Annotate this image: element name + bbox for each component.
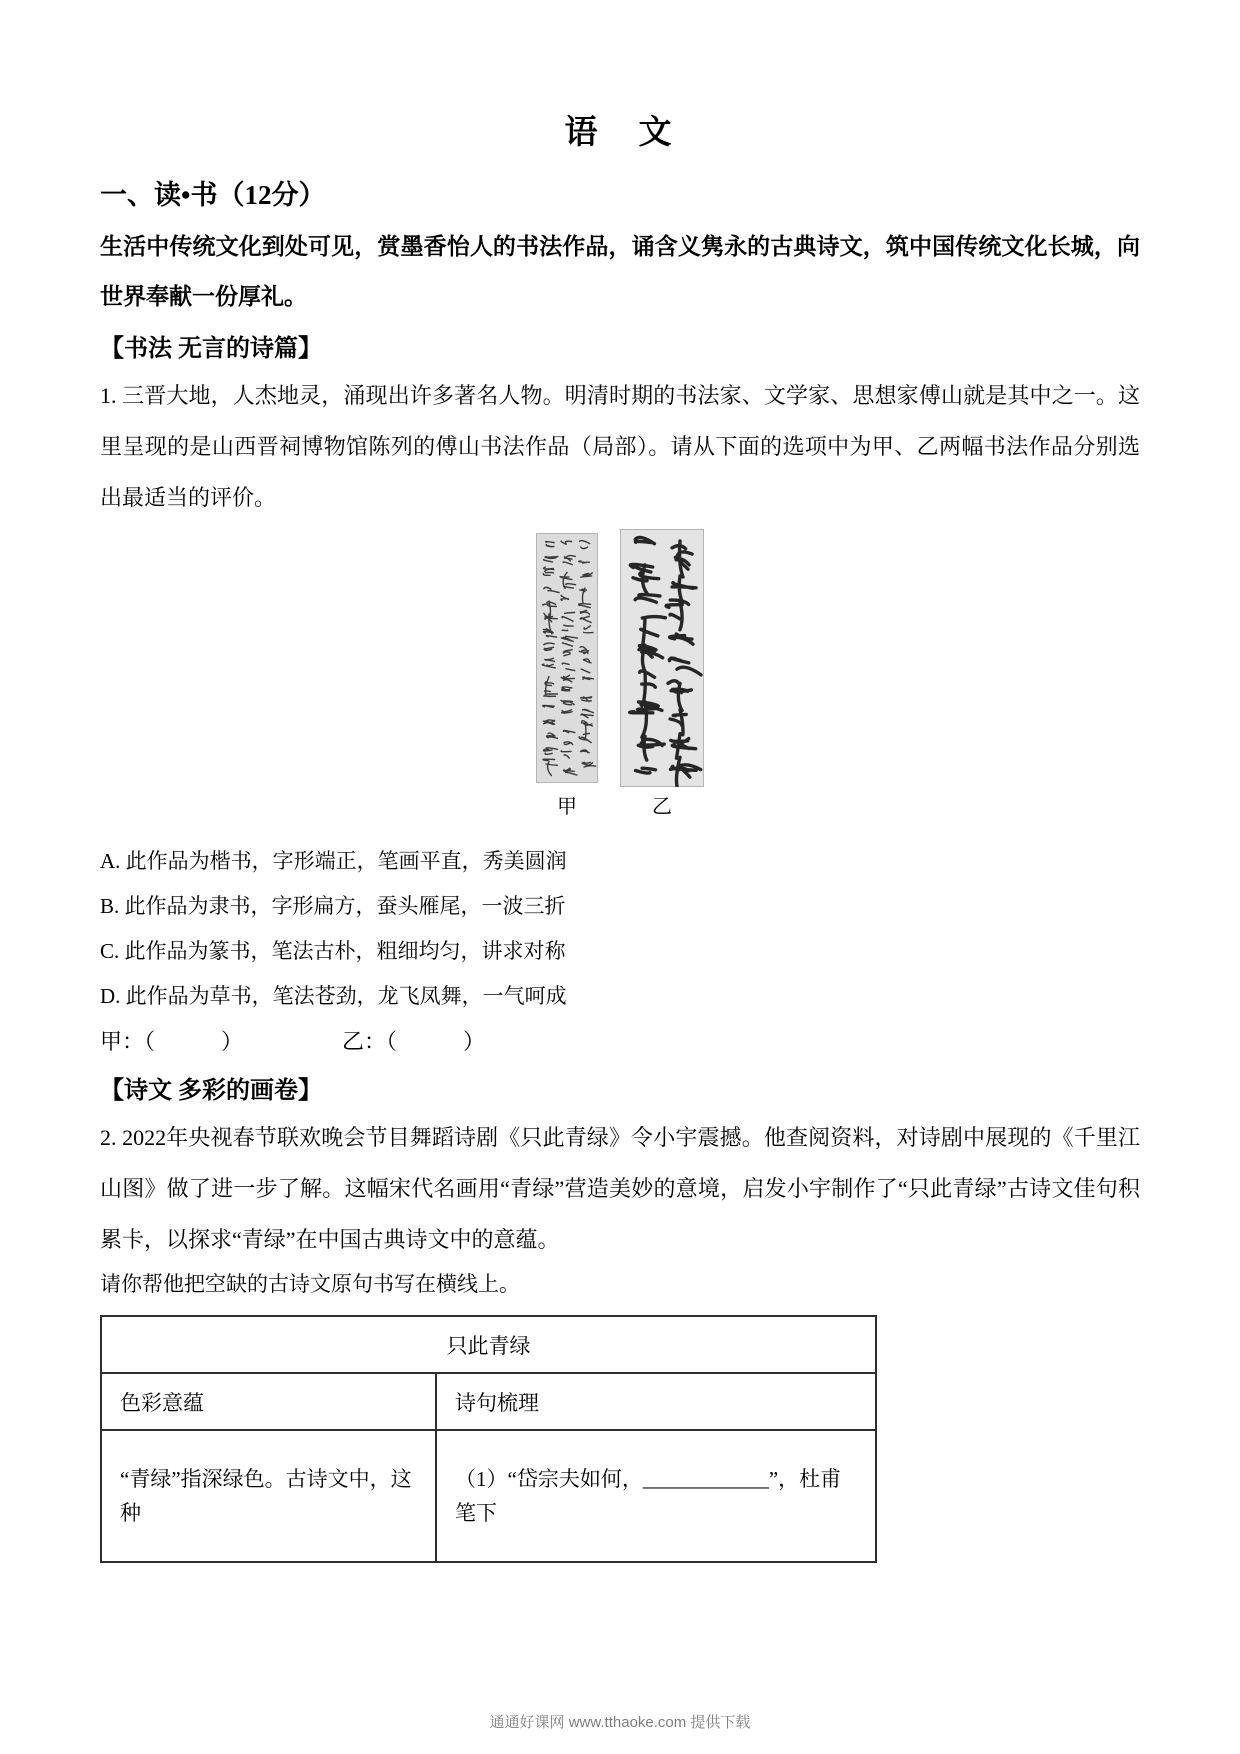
page-footer: 通通好课网 www.tthaoke.com 提供下载 bbox=[489, 1714, 751, 1731]
table-title: 只此青绿 bbox=[101, 1316, 876, 1373]
label-jia: 甲 bbox=[557, 796, 577, 818]
answer-blanks-line: 甲：（ ） 乙：（ ） bbox=[100, 1029, 486, 1054]
table-header-row bbox=[101, 1373, 876, 1430]
calligraphy-image-yi bbox=[620, 529, 704, 787]
question2-instruction: 请你帮他把空缺的古诗文原句书写在横线上。 bbox=[100, 1272, 520, 1296]
table-col2-header: 诗句梳理 bbox=[436, 1373, 876, 1430]
option-a: A. 此作品为楷书，字形端正，笔画平直，秀美圆润 bbox=[100, 849, 567, 873]
question2-text: 2. 2022年央视春节联欢晚会节目舞蹈诗剧《只此青绿》令小宇震撼。他查阅资料，对诗剧中展现的《千里江山图》做了进一步了解。这幅宋代名画用“青绿”营造美妙的意境，启发小宇制作了“只此青绿”古诗文佳句积累卡，以探求“青绿”在中国古典诗文中的意蕴。 bbox=[100, 1125, 1140, 1252]
options-list bbox=[100, 839, 1140, 1019]
calligraphy-figure bbox=[100, 529, 1140, 821]
calligraphy-labels bbox=[100, 793, 1140, 821]
calligraphy-strips bbox=[100, 529, 1140, 787]
section1-heading: 一、读•书（12分） bbox=[100, 180, 326, 210]
option-d: D. 此作品为草书，笔法苍劲，龙飞凤舞，一气呵成 bbox=[100, 984, 567, 1008]
calligraphy-subheading: 【书法 无言的诗篇】 bbox=[100, 336, 322, 362]
table-cell-color-meaning: “青绿”指深绿色。古诗文中，这种 bbox=[101, 1430, 436, 1562]
table-body-row bbox=[101, 1430, 876, 1562]
table-col1-header: 色彩意蕴 bbox=[101, 1373, 436, 1430]
accumulation-card-table bbox=[100, 1315, 877, 1563]
intro-paragraph: 生活中传统文化到处可见，赏墨香怡人的书法作品，诵含义隽永的古典诗文，筑中国传统文化长城，向世界奉献一份厚礼。 bbox=[100, 234, 1140, 309]
poetry-subheading: 【诗文 多彩的画卷】 bbox=[100, 1078, 322, 1104]
question1-text: 1. 三晋大地，人杰地灵，涌现出许多著名人物。明清时期的书法家、文学家、思想家傅山就是其中之一。这里呈现的是山西晋祠博物馆陈列的傅山书法作品（局部）。请从下面的选项中为甲、乙两幅书法作品分别选出最适当的评价。 bbox=[100, 383, 1140, 510]
page-title: 语 文 bbox=[564, 115, 676, 151]
label-yi: 乙 bbox=[652, 796, 672, 818]
option-b: B. 此作品为隶书，字形扁方，蚕头雁尾，一波三折 bbox=[100, 894, 566, 918]
table-title-row bbox=[101, 1316, 876, 1373]
calligraphy-image-jia bbox=[536, 533, 598, 783]
option-c: C. 此作品为篆书，笔法古朴，粗细均匀，讲求对称 bbox=[100, 939, 566, 963]
table-cell-verse-blank: （1）“岱宗夫如何，____________”，杜甫笔下 bbox=[436, 1430, 876, 1562]
